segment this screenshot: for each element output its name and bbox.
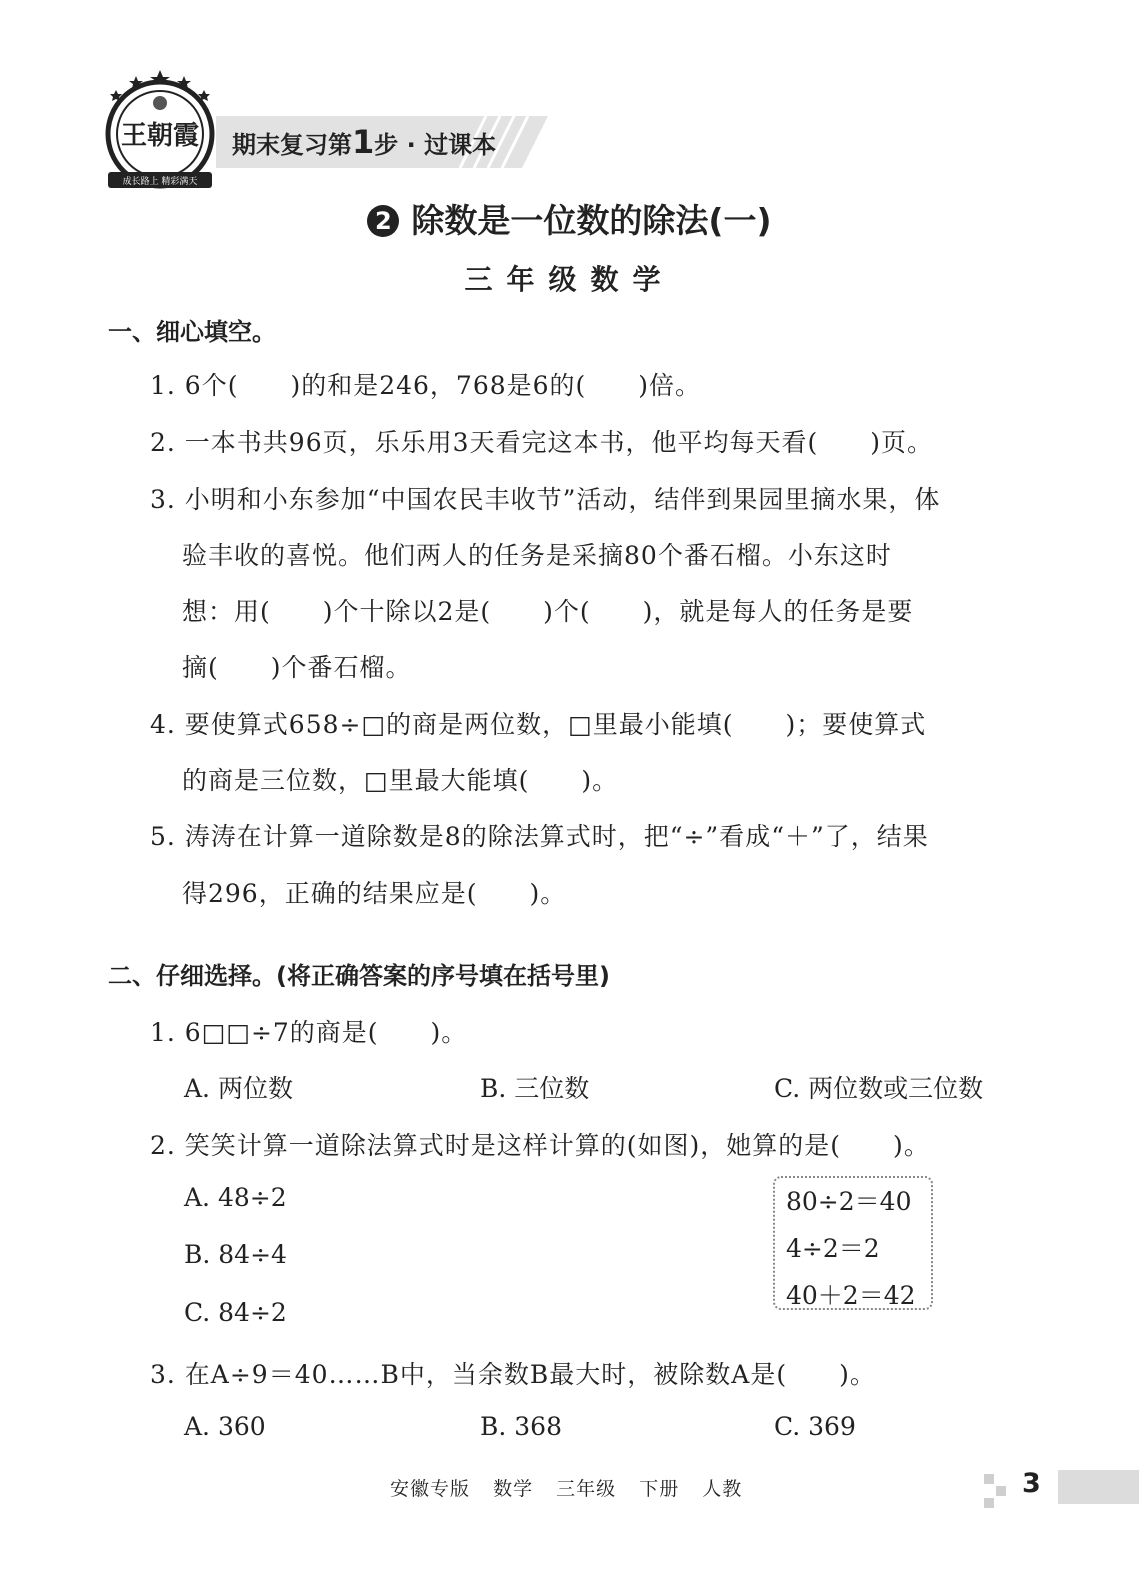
banner-step: 1: [352, 123, 375, 161]
page-number: 3: [1022, 1468, 1041, 1499]
q2-option-a: A. 48÷2: [184, 1183, 287, 1212]
fill-line-6: 摘( )个番石榴。: [182, 653, 412, 682]
q3-option-c: C. 369: [774, 1412, 856, 1441]
section1-heading: 一、细心填空。: [108, 318, 276, 346]
fill-line-7: 4. 要使算式658÷□的商是两位数，□里最小能填( )；要使算式: [150, 710, 927, 739]
footer-decor-square: [996, 1486, 1006, 1496]
svg-text:成长路上 精彩满天: 成长路上 精彩满天: [122, 177, 198, 187]
lesson-title: [0, 195, 1139, 242]
q2-option-b: B. 84÷4: [184, 1240, 287, 1269]
banner-suffix: 步 · 过课本: [374, 131, 497, 159]
fill-line-4: 验丰收的喜悦。他们两人的任务是采摘80个番石榴。小东这时: [182, 541, 892, 570]
q3-stem: 3. 在A÷9＝40……B中，当余数B最大时，被除数A是( )。: [150, 1360, 876, 1389]
svg-text:王朝霞: 王朝霞: [120, 121, 200, 151]
q3-option-b: B. 368: [480, 1412, 562, 1441]
q1-option-a: A. 两位数: [184, 1074, 293, 1103]
lesson-title-text: 除数是一位数的除法(一): [411, 201, 772, 240]
calc-line-2: 4÷2＝2: [786, 1234, 880, 1263]
page-subtitle: 三年级数学: [464, 263, 675, 296]
fill-line-10: 得296，正确的结果应是( )。: [182, 879, 567, 908]
footer-decor-square: [984, 1498, 994, 1508]
footer-decor-square: [984, 1474, 994, 1484]
footer-volume: 下册: [639, 1478, 680, 1500]
lesson-number: 2: [367, 205, 399, 237]
banner-prefix: 期末复习第: [232, 131, 352, 159]
footer-grade: 三年级: [556, 1478, 617, 1500]
calc-line-1: 80÷2＝40: [786, 1187, 912, 1216]
fill-line-2: 2. 一本书共96页，乐乐用3天看完这本书，他平均每天看( )页。: [150, 428, 934, 457]
q2-option-c: C. 84÷2: [184, 1298, 287, 1327]
q1-stem: 1. 6□□÷7的商是( )。: [150, 1018, 468, 1047]
footer-subject: 数学: [493, 1478, 534, 1500]
fill-line-9: 5. 涛涛在计算一道除数是8的除法算式时，把“÷”看成“＋”了，结果: [150, 822, 929, 851]
q1-option-b: B. 三位数: [480, 1074, 590, 1103]
calc-line-3: 40＋2＝42: [786, 1281, 916, 1310]
fill-line-5: 想：用( )个十除以2是( )个( )，就是每人的任务是要: [182, 597, 914, 626]
brand-logo: [100, 68, 220, 190]
footer-edition: 安徽专版: [390, 1478, 471, 1500]
fill-line-8: 的商是三位数，□里最大能填( )。: [182, 766, 619, 795]
fill-line-1: 1. 6个( )的和是246，768是6的( )倍。: [150, 371, 702, 400]
section2-heading: 二、仔细选择。(将正确答案的序号填在括号里): [108, 962, 610, 990]
banner-title: [232, 122, 496, 162]
footer-publisher: 人教: [702, 1478, 743, 1500]
q3-option-a: A. 360: [184, 1412, 266, 1441]
page-number-bar: [1058, 1470, 1139, 1504]
fill-line-3: 3. 小明和小东参加“中国农民丰收节”活动，结伴到果园里摘水果，体: [150, 485, 941, 514]
q1-option-c: C. 两位数或三位数: [774, 1074, 984, 1103]
q2-stem: 2. 笑笑计算一道除法算式时是这样计算的(如图)，她算的是( )。: [150, 1131, 930, 1160]
footer-info: [390, 1474, 758, 1501]
